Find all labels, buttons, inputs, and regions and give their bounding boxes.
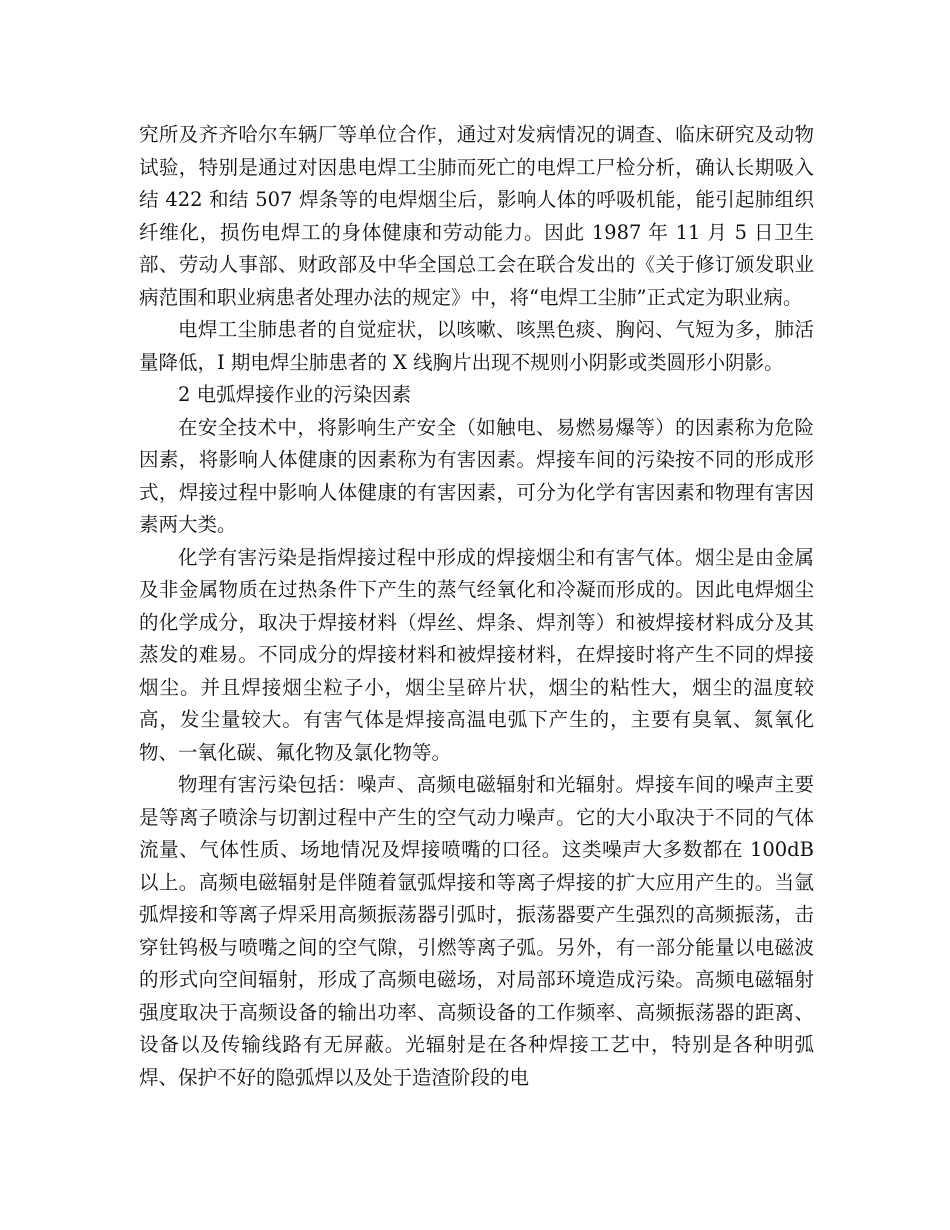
paragraph-symptoms: 电焊工尘肺患者的自觉症状，以咳嗽、咳黑色痰、胸闷、气短为多，肺活量降低，I 期电焊尘肺患者的 X 线胸片出现不规则小阴影或类圆形小阴影。 [139, 318, 814, 374]
paragraph-continuation: 究所及齐齐哈尔车辆厂等单位合作，通过对发病情况的调查、临床研究及动物试验，特别是通过对因患电焊工尘肺而死亡的电焊工尸检分析，确认长期吸入结 422 和结 507 焊条等的电焊烟尘后，影响人体的呼吸机能，能引起肺组织纤维化，损伤电焊工的身体健康和劳动能力。因此 1987 年 11 月 5 日卫生部、劳动人事部、财政部及中华全国总工会在联合发出的《关于修订颁发职业病范围和职业病患者处理办法的规定》中，将“电焊工尘肺”正式定为职业病。 [139, 123, 814, 309]
paragraph-physical-hazards: 物理有害污染包括：噪声、高频电磁辐射和光辐射。焊接车间的噪声主要是等离子喷涂与切割过程中产生的空气动力噪声。它的大小取决于不同的气体流量、气体性质、场地情况及焊接喷嘴的口径。这类噪声大多数都在 100dB 以上。高频电磁辐射是伴随着氩弧焊接和等离子焊接的扩大应用产生的。当氩弧焊接和等离子焊采用高频振荡器引弧时，振荡器要产生强烈的高频振荡，击穿钍钨极与喷嘴之间的空气隙，引燃等离子弧。另外，有一部分能量以电磁波的形式向空间辐射，形成了高频电磁场，对局部环境造成污染。高频电磁辐射强度取决于高频设备的输出功率、高频设备的工作频率、高频振荡器的距离、设备以及传输线路有无屏蔽。光辐射是在各种焊接工艺中，特别是各种明弧焊、保护不好的隐弧焊以及处于造渣阶段的电 [139, 773, 814, 1089]
document-page [139, 119, 814, 1094]
paragraph-hazard-definition: 在安全技术中，将影响生产安全（如触电、易燃易爆等）的因素称为危险因素，将影响人体健康的因素称为有害因素。焊接车间的污染按不同的形成形式，焊接过程中影响人体健康的有害因素，可分为化学有害因素和物理有害因素两大类。 [139, 415, 814, 536]
section-heading: 2 电弧焊接作业的污染因素 [178, 383, 412, 406]
paragraph-chemical-hazards: 化学有害污染是指焊接过程中形成的焊接烟尘和有害气体。烟尘是由金属及非金属物质在过热条件下产生的蒸气经氧化和冷凝而形成的。因此电焊烟尘的化学成分，取决于焊接材料（焊丝、焊条、焊剂等）和被焊接材料成分及其蒸发的难易。不同成分的焊接材料和被焊接材料，在焊接时将产生不同的焊接烟尘。并且焊接烟尘粒子小，烟尘呈碎片状，烟尘的粘性大，烟尘的温度较高，发尘量较大。有害气体是焊接高温电弧下产生的，主要有臭氧、氮氧化物、一氧化碳、氟化物及氯化物等。 [139, 545, 814, 764]
